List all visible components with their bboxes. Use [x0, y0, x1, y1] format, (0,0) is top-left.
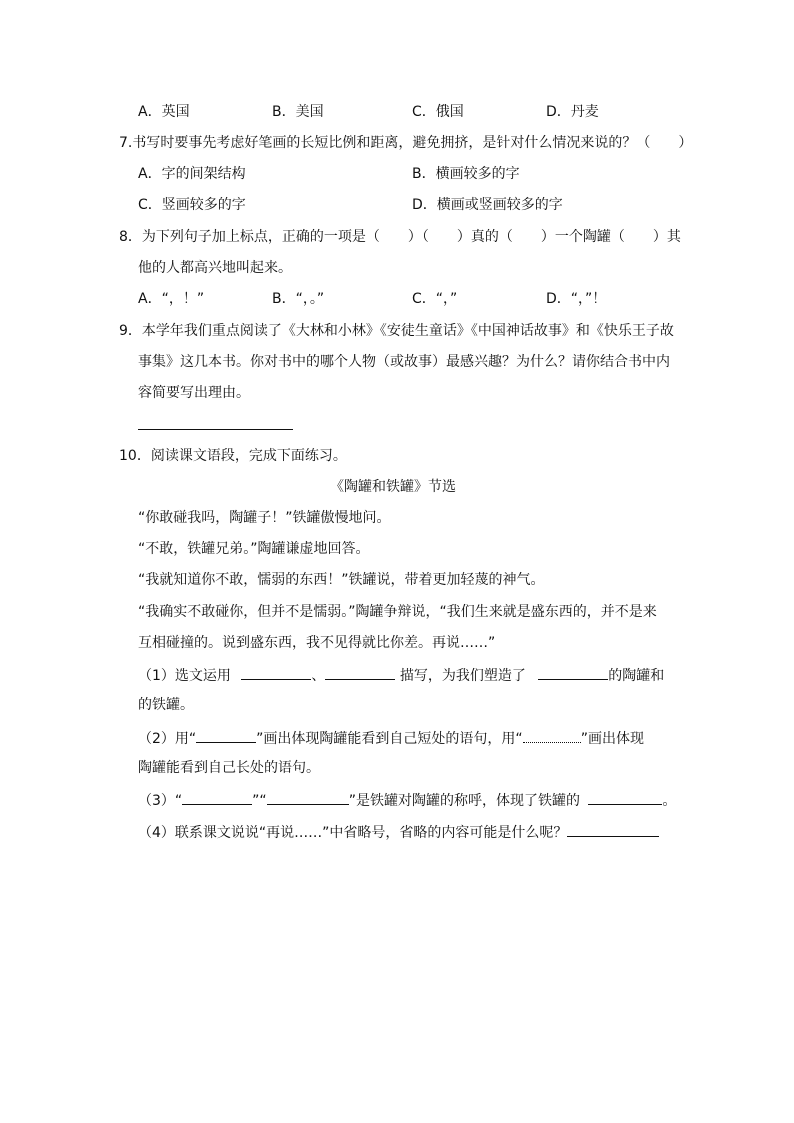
q9-line1: 9．本学年我们重点阅读了《大林和小林》《安徒生童话》《中国神话故事》和《快乐王子故: [119, 323, 674, 339]
q7-option-d: D．横画或竖画较多的字: [412, 197, 563, 213]
subq3-blank-3[interactable]: [588, 789, 662, 805]
passage-paragraph-1: “你敢碰我吗，陶罐子！”铁罐傲慢地问。: [138, 510, 391, 526]
q9-line3: 容简要写出理由。: [138, 385, 250, 401]
subq3-text-d: 。: [662, 793, 677, 809]
q6-option-b: B．美国: [272, 104, 324, 120]
subq2-text-c: ”画出体现: [580, 731, 644, 747]
subq2-text-a: （2）用“: [138, 731, 197, 747]
subq1-text-d: 的陶罐和: [608, 668, 665, 684]
passage-title: 《陶罐和铁罐》节选: [330, 479, 456, 495]
subq2-text-b: ”画出体现陶罐能看到自己短处的语句，用“: [256, 731, 523, 747]
subq1-text-b: 、: [311, 668, 326, 684]
subq2-line1: [138, 727, 644, 749]
subq1-blank-3[interactable]: [538, 664, 608, 680]
subq3-blank-2[interactable]: [267, 789, 349, 805]
subq3-text-a: （3）“: [138, 793, 183, 809]
subq4-line: [138, 821, 659, 843]
q9-line2: 事集》这几本书。你对书中的哪个人物（或故事）最感兴趣？为什么？请你结合书中内: [138, 354, 670, 370]
q7-option-a: A．字的间架结构: [138, 166, 246, 182]
passage-paragraph-2: “不敢，铁罐兄弟。”陶罐谦虚地回答。: [138, 541, 370, 557]
subq2-blank-straight[interactable]: [196, 727, 256, 743]
subq1-blank-1[interactable]: [241, 664, 311, 680]
passage-paragraph-4-line1: “我确实不敢碰你，但并不是懦弱。”陶罐争辩说，“我们生来就是盛东西的，并不是来: [138, 604, 657, 620]
q8-option-b: B．“，。”: [272, 291, 325, 307]
subq1-line2: 的铁罐。: [138, 697, 194, 713]
passage-paragraph-4-line2: 互相碰撞的。说到盛东西，我不见得就比你差。再说……”: [138, 635, 496, 651]
subq1-text-c: 描写，为我们塑造了: [399, 668, 526, 684]
q6-option-c: C．俄国: [412, 104, 464, 120]
subq3-text-b: ”“: [252, 793, 267, 809]
subq1-line1: [138, 664, 664, 686]
q10-stem: 10．阅读课文语段，完成下面练习。: [119, 448, 347, 464]
q9-answer-line[interactable]: [138, 429, 293, 430]
subq3-text-c: ”是铁罐对陶罐的称呼，体现了铁罐的: [348, 793, 580, 809]
q8-stem-line2: 他的人都高兴地叫起来。: [138, 260, 292, 276]
subq3-line: [138, 789, 676, 811]
subq1-blank-2[interactable]: [325, 664, 395, 680]
q8-option-d: D．“，”！: [546, 291, 607, 307]
subq2-blank-wavy[interactable]: [523, 727, 581, 743]
subq4-text: （4）联系课文说说“再说……”中省略号，省略的内容可能是什么呢？: [138, 825, 568, 841]
q7-option-c: C．竖画较多的字: [138, 197, 246, 213]
subq3-blank-1[interactable]: [182, 789, 252, 805]
q8-option-c: C．“，”: [412, 291, 458, 307]
q7-stem: 7.书写时要事先考虑好笔画的长短比例和距离，避免拥挤，是针对什么情况来说的？（ ）: [119, 135, 693, 151]
subq4-blank[interactable]: [567, 821, 659, 837]
q8-option-a: A．“，！”: [138, 291, 205, 307]
subq2-line2: 陶罐能看到自己长处的语句。: [138, 760, 320, 776]
q7-option-b: B．横画较多的字: [412, 166, 520, 182]
q8-stem-line1: 8．为下列句子加上标点，正确的一项是（ ）（ ）真的（ ）一个陶罐（ ）其: [119, 229, 681, 245]
subq1-text-a: （1）选文运用: [138, 668, 231, 684]
q6-option-d: D．丹麦: [546, 104, 599, 120]
passage-paragraph-3: “我就知道你不敢，懦弱的东西！”铁罐说，带着更加轻蔑的神气。: [138, 572, 545, 588]
q6-option-a: A．英国: [138, 104, 190, 120]
